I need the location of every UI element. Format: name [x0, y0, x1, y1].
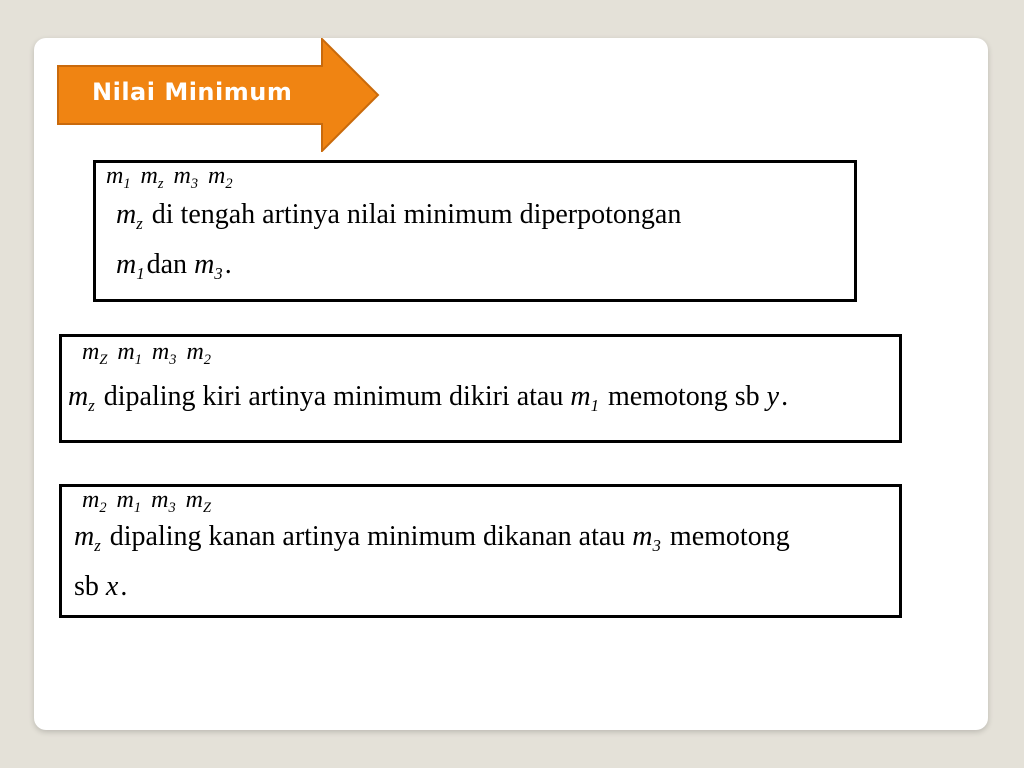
lead-variable: $m_z$ — [74, 521, 101, 555]
page-title: Nilai Minimum — [92, 78, 293, 106]
order-term: $m_2$ — [186, 339, 211, 369]
condition-box-left — [59, 334, 902, 443]
axis-variable: y — [766, 381, 780, 412]
order-term: $m_3$ — [151, 487, 176, 517]
description-line-2 — [74, 571, 127, 603]
order-sequence — [82, 339, 215, 369]
order-term: $m_1$ — [117, 339, 142, 369]
order-term: $m_1$ — [106, 163, 131, 193]
order-sequence — [82, 487, 215, 517]
order-term: $m_z$ — [140, 163, 164, 193]
description-text: dipaling kiri artinya minimum dikiri atau — [96, 381, 571, 412]
punctuation: . — [781, 381, 789, 412]
order-term: $m_2$ — [82, 487, 107, 517]
description-line-2 — [116, 249, 232, 281]
description-text: dan — [146, 249, 195, 280]
description-line-1 — [116, 199, 681, 231]
order-term: $m_1$ — [116, 487, 142, 517]
order-term: $m_Z$ — [185, 487, 211, 517]
lead-variable: $m_z$ — [116, 199, 143, 233]
punctuation: . — [120, 571, 128, 602]
punctuation: . — [224, 249, 232, 280]
order-term: $m_3$ — [173, 163, 199, 193]
description-text: sb — [74, 571, 106, 602]
order-term: $m_2$ — [208, 163, 233, 193]
variable: $m_3$ — [632, 521, 661, 555]
condition-box-right — [59, 484, 902, 618]
order-term: $m_Z$ — [82, 339, 108, 369]
order-term: $m_3$ — [151, 339, 177, 369]
description-text: di tengah artinya nilai minimum diperpotongan — [144, 199, 682, 230]
lead-variable: $m_z$ — [68, 381, 95, 415]
variable: $m_1$ — [116, 249, 145, 283]
description-text: dipaling kanan artinya minimum dikanan atau — [102, 521, 633, 552]
description-text: memotong sb — [600, 381, 767, 412]
condition-box-middle — [93, 160, 857, 302]
variable: $m_3$ — [194, 249, 223, 283]
description-text: memotong — [662, 521, 790, 552]
description-line-1 — [68, 381, 788, 413]
description-line-1 — [74, 521, 790, 553]
order-sequence — [106, 163, 237, 193]
axis-variable: x — [105, 571, 119, 602]
title-banner — [56, 38, 380, 152]
variable: $m_1$ — [570, 381, 599, 415]
